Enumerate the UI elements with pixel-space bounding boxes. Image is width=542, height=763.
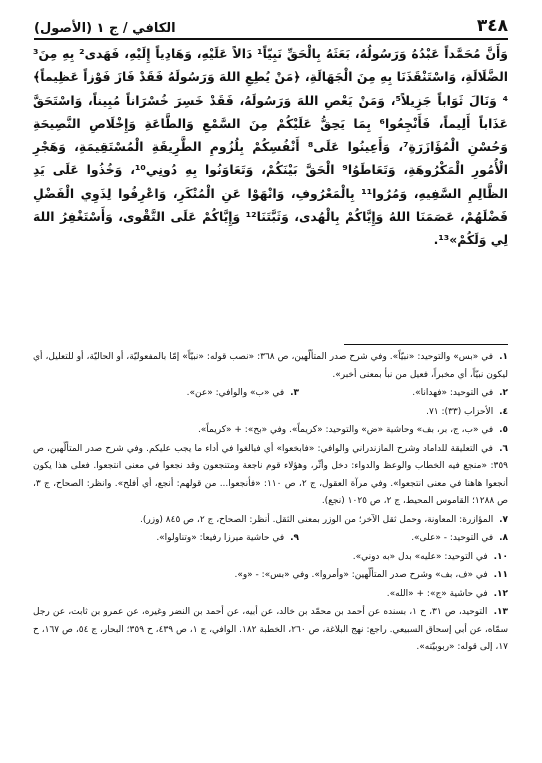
- page-header: [34, 14, 508, 36]
- footnote-row: [33, 530, 508, 548]
- page-number: ٣٤٨: [476, 16, 508, 36]
- footnote-text: في حاشية «ج»: + «الله».: [386, 588, 488, 599]
- footnote-text: في «بس» والتوحيد: «نبيّاً». وفي شرح صدر المتألّهين، ص ٣٦٨: «نصب قوله: «نبيّاً» إمّا بالمفعوليّة، أو الحاليّة، أو للتعليل، أي ليكون نبيّاً، أي مخبراً، فعيل من نبأ بمعنى أخبر».: [33, 352, 508, 380]
- footnote-12: [33, 586, 508, 604]
- footnote-text: التوحيد، ص ٣١، ح ١، بسنده عن أحمد بن محمّد بن خالد، عن أبيه، عن أحمد بن النضر وغيره، عن عمرو بن ثابت، عن رجل سمّاه، عن أبي إسحاق السبيعي. راجع: نهج البلاغة، ص ٢٦٠، الخطبة ١٨٢. الوافي، ج ١، ص ٤٣٩، ح ٣٥٩؛ البحار، ج ٥٤، ص ١٦٧، ح ١٧، إلى قوله: «ربوبيّته».: [33, 607, 508, 652]
- footnote-number: ٨.: [499, 533, 508, 543]
- footnote-number: ٧.: [499, 514, 508, 525]
- footnote-8: [299, 530, 508, 548]
- footnote-separator: [344, 344, 508, 345]
- footnote-text: في التعليقة للداماد وشرح المازندراني والوافي: «فابخعوا» أي فبالغوا في أداء ما يجب عليكم. وفي شرح صدر المتألّهين، ص ٣٥٩: «منجع فيه الخطاب والوعظ والدواء: دخل وأثّر، وهؤلاء قوم ناجعة ومتنجعون وقد نجعوا في معنى انتجعوا. فعلى هذا يكون أنجعوا هاهنا في معنى انتجعوا». وفي مرآة العقول، ج ٢، ص ١١٠: «فأنجعوا... من قولهم: أنجع، أي أفلح». وانظر: الصحاح، ج ٣، ص ١٢٨٨؛ القاموس المحيط، ج ٢، ص ١٠٢٥ (نجع).: [33, 443, 508, 506]
- footnote-text: في التوحيد: - «على».: [411, 533, 494, 543]
- footnote-number: ٦.: [499, 443, 508, 454]
- footnote-text: في «ب» والوافي: «عن».: [186, 388, 285, 398]
- footnote-number: ١٠.: [493, 551, 508, 562]
- footnote-number: ١.: [499, 352, 508, 362]
- footnote-2: [299, 385, 508, 403]
- footnote-5: [33, 422, 508, 440]
- footnote-text: في «ب، ج، بر، بف» وحاشية «ض» والتوحيد: «كريماً». وفي «بح»: + «كريماً».: [197, 425, 494, 435]
- footnote-number: ٩.: [290, 533, 299, 543]
- running-title: الكافي / ج ١ (الأصول): [34, 21, 176, 36]
- footnote-number: ١٢.: [493, 588, 508, 599]
- header-rule: [34, 38, 508, 40]
- footnote-text: في التوحيد: «عليه» بدل «به دوني».: [352, 551, 488, 562]
- footnote-text: المؤازرة: المعاونة، وحمل ثقل الآخر؛ من الوزر بمعنى الثقل. أنظر: الصحاح، ج ٢، ص ٨٤٥ (وزر).: [140, 514, 494, 525]
- footnote-9: [33, 530, 299, 548]
- footnote-row: [33, 385, 508, 403]
- main-paragraph: وَأَنَّ مُحَمَّداً عَبْدُهُ وَرَسُولُهُ، بَعَثَهُ بِالْحَقِّ نَبِيّاً¹ دَالاً عَلَيْهِ، وَهَادِياً إِلَيْهِ، فَهَدى² بِهِ مِنَ³ الضَّلَالَةِ، وَاسْتَنْقَذَنَا بِهِ مِنَ الْجَهَالَةِ، ﴿مَنْ يُطِعِ اللهَ وَرَسُولَهُ فَقَدْ فَازَ فَوْزاً عَظِيماً﴾⁴ وَنَالَ ثَوَاباً جَزِيلاً⁵، وَمَنْ يَعْصِ اللهَ وَرَسُولَهُ، فَقَدْ خَسِرَ خُسْرَاناً مُبِيناً، وَاسْتَحَقَّ عَذَاباً أَلِيماً، فَأَنْجِعُوا⁶ بِمَا يَحِقُّ عَلَيْكُمْ مِنَ السَّمْعِ وَالطَّاعَةِ وَإِخْلَاصِ النَّصِيحَةِ وَحُسْنِ الْمُؤَازَرَةِ⁷، وَأَعِينُوا عَلَى⁸ أَنْفُسِكُمْ بِلُزُومِ الطَّرِيقَةِ الْمُسْتَقِيمَةِ، وَهَجْرِ الْأُمُورِ الْمَكْرُوهَةِ، وَتَعَاطَوُا⁹ الْحَقَّ بَيْنَكُمْ، وَتَعَاوَنُوا بِهِ دُونِي¹⁰، وَخُذُوا عَلَى يَدِ الظَّالِمِ السَّفِيهِ، وَمُرُوا¹¹ بِالْمَعْرُوفِ، وَانْهَوْا عَنِ الْمُنْكَرِ، وَاعْرِفُوا لِذَوِي الْفَضْلِ فَضْلَهُمْ، عَصَمَنَا اللهُ وَإِيَّاكُمْ بِالْهُدى، وَثَبَّتَنَا¹² وَإِيَّاكُمْ عَلَى التَّقْوى، وَأَسْتَغْفِرُ اللهَ لِي وَلَكُمْ»¹³.: [33, 46, 509, 248]
- footnote-number: ٣.: [290, 388, 299, 398]
- footnote-text: في حاشية ميرزا رفيعا: «وتناولوا».: [156, 533, 285, 543]
- footnotes: [33, 349, 508, 658]
- main-text: [33, 42, 508, 252]
- footnote-number: ٢.: [499, 388, 508, 398]
- footnote-number: ٤.: [499, 406, 508, 417]
- footnote-1: [33, 349, 508, 384]
- footnote-text: الأحزاب (٣٣): ٧١.: [426, 406, 494, 417]
- footnote-number: ١١.: [493, 570, 508, 580]
- footnote-6: [33, 441, 508, 511]
- footnote-number: ٥.: [499, 425, 508, 435]
- footnote-text: في التوحيد: «فهدانا».: [412, 388, 494, 398]
- footnote-13: [33, 604, 508, 657]
- footnote-3: [33, 385, 299, 403]
- footnote-4: [33, 404, 508, 422]
- footnote-text: في «ف، بف» وشرح صدر المتألّهين: «وأمروا». وفي «بس»: - «و».: [234, 570, 488, 580]
- footnote-7: [33, 512, 508, 530]
- footnote-number: ١٣.: [493, 607, 508, 617]
- footnote-10: [33, 549, 508, 567]
- footnote-11: [33, 567, 508, 585]
